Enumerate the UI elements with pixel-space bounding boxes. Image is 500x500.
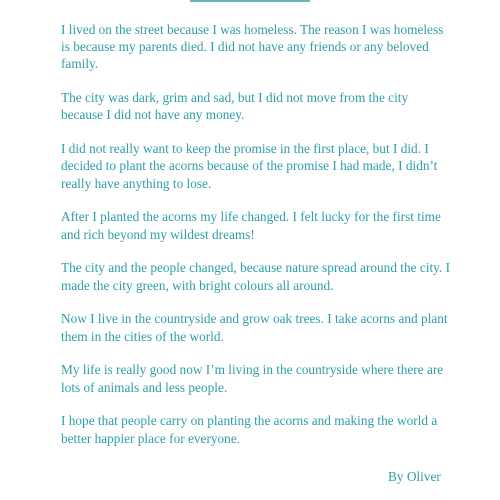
paragraph: Now I live in the countryside and grow oak trees. I take acorns and plant them in the cities of the world. [61, 311, 448, 344]
paragraph: After I planted the acorns my life changed. I felt lucky for the first time and rich beyond my wildest dreams! [61, 209, 441, 242]
title-underline-fragment [190, 0, 310, 2]
paragraph: I lived on the street because I was homeless. The reason I was homeless is because my parents died. I did not have any friends or any beloved family. [61, 22, 444, 72]
paragraph: The city was dark, grim and sad, but I did not move from the city because I did not have any money. [61, 90, 409, 123]
paragraph: My life is really good now I’m living in the countryside where there are lots of animals and less people. [61, 362, 444, 395]
paragraph: I did not really want to keep the promise in the first place, but I did. I decided to plant the acorns because of the promise I had made, I didn’t really have anything to lose. [61, 141, 438, 191]
paragraph: I hope that people carry on planting the acorns and making the world a better happier place for everyone. [61, 413, 438, 446]
author-signature: By Oliver [388, 469, 441, 484]
story-body [61, 21, 453, 463]
paragraph: The city and the people changed, because nature spread around the city. I made the city green, with bright colours all around. [61, 260, 451, 293]
